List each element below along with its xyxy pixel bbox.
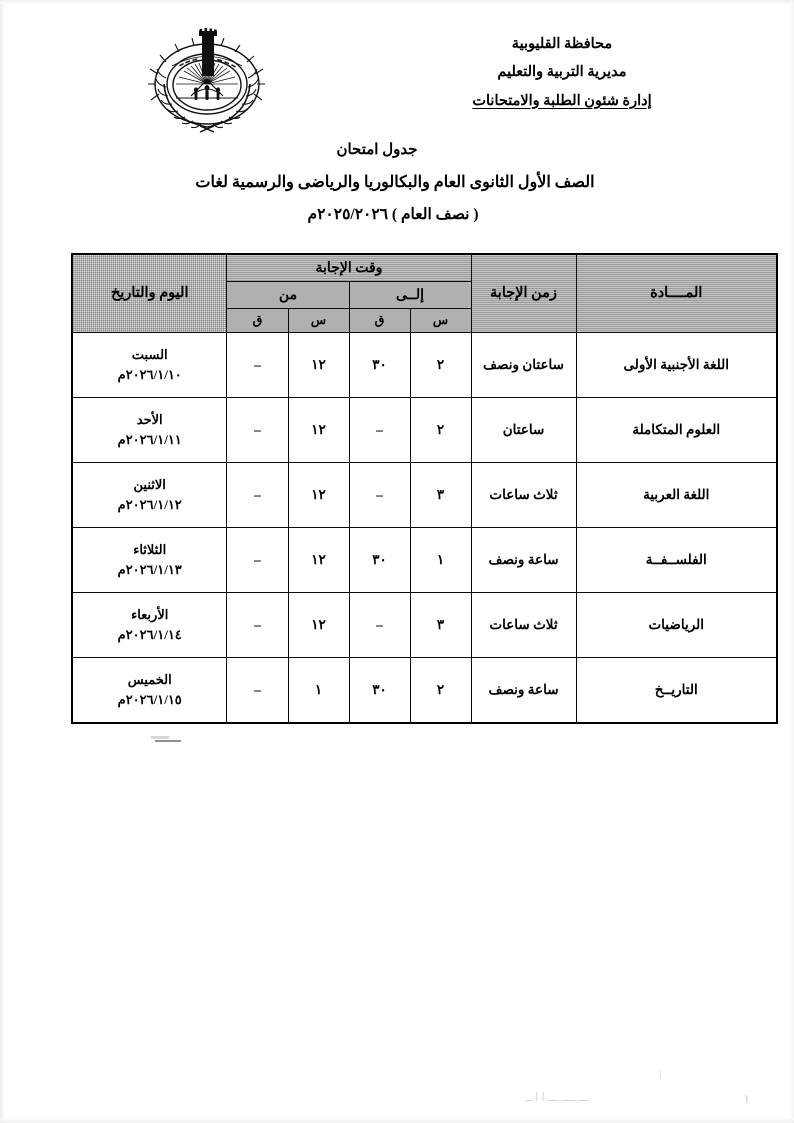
cell-from-minutes: – — [227, 463, 288, 528]
cell-to-hours: ٢ — [410, 333, 471, 398]
cell-from-hours: ١٢ — [288, 398, 349, 463]
cell-subject: العلوم المتكاملة — [576, 398, 777, 463]
cell-subject: الفلســفــة — [576, 528, 777, 593]
cell-duration: ثلاث ساعات — [471, 463, 576, 528]
cell-to-hours: ٣ — [410, 593, 471, 658]
header-time-from: من — [227, 282, 349, 309]
page-title: جدول امتحان — [336, 142, 418, 158]
cell-from-hours: ١٢ — [288, 333, 349, 398]
cell-from-hours: ١٢ — [288, 463, 349, 528]
header-subject: المــــادة — [576, 254, 777, 333]
header-duration: زمن الإجابة — [471, 254, 576, 333]
cell-day-date — [72, 528, 227, 593]
org-line-governorate: محافظة القليوبية — [511, 36, 613, 52]
cell-to-minutes: – — [349, 398, 410, 463]
header-day-date: اليوم والتاريخ — [72, 254, 227, 333]
table-row — [72, 333, 777, 398]
page-subtitle: الصف الأول الثانوى العام والبكالوريا والرياضى والرسمية لغات — [195, 174, 595, 191]
footer-tick-mark — [660, 1070, 661, 1079]
cell-from-minutes: – — [227, 593, 288, 658]
cell-from-minutes: – — [227, 658, 288, 724]
cell-date: ٢٠٢٦/١/١٠م — [117, 367, 182, 382]
cell-day-date — [72, 333, 227, 398]
governorate-emblem-icon — [146, 22, 268, 134]
title-block — [0, 140, 794, 224]
cell-to-hours: ٢ — [410, 658, 471, 724]
header-to-minutes: ق — [349, 309, 410, 333]
organization-header — [352, 30, 772, 115]
header-from-minutes: ق — [227, 309, 288, 333]
cell-day-date — [72, 398, 227, 463]
cell-day: الاثنين — [133, 476, 166, 492]
table-row — [72, 658, 777, 724]
cell-duration: ثلاث ساعات — [471, 593, 576, 658]
cell-day: الخميس — [127, 671, 172, 687]
table-row — [72, 528, 777, 593]
table-row — [72, 593, 777, 658]
cell-subject: الرياضيات — [576, 593, 777, 658]
header-row-top — [72, 254, 777, 282]
cell-subject: التاريــخ — [576, 658, 777, 724]
cell-to-hours: ٢ — [410, 398, 471, 463]
cell-date: ٢٠٢٦/١/١٣م — [117, 562, 182, 577]
term-label: ( نصف العام ) ٢٠٢٥/٢٠٢٦م — [307, 206, 479, 223]
cell-day-date — [72, 463, 227, 528]
cell-day-date — [72, 593, 227, 658]
header-answer-time: وقت الإجابة — [227, 254, 471, 282]
header-to-hours: س — [410, 309, 471, 333]
cell-subject: اللغة الأجنبية الأولى — [576, 333, 777, 398]
table-row — [72, 398, 777, 463]
footer-page-number: ١ — [743, 1092, 750, 1106]
cell-day: الأربعاء — [131, 606, 169, 622]
cell-date: ٢٠٢٦/١/١١م — [117, 432, 182, 447]
header-from-hours: س — [288, 309, 349, 333]
cell-duration: ساعتان ونصف — [471, 333, 576, 398]
cell-date: ٢٠٢٦/١/١٤م — [117, 627, 182, 642]
stray-scan-mark — [155, 740, 181, 742]
cell-day: الأحد — [136, 411, 163, 427]
cell-from-hours: ١٢ — [288, 593, 349, 658]
cell-date: ٢٠٢٦/١/١٥م — [117, 692, 182, 707]
cell-from-hours: ١٢ — [288, 528, 349, 593]
cell-to-hours: ١ — [410, 528, 471, 593]
exam-schedule-table — [71, 253, 778, 724]
header-time-to: إلــى — [349, 282, 471, 309]
cell-to-hours: ٣ — [410, 463, 471, 528]
cell-to-minutes: – — [349, 593, 410, 658]
table-head — [72, 254, 777, 333]
org-line-department: إدارة شئون الطلبة والامتحانات — [472, 92, 652, 109]
scan-edge-top — [0, 0, 794, 4]
cell-to-minutes: ٣٠ — [349, 333, 410, 398]
cell-from-hours: ١ — [288, 658, 349, 724]
cell-to-minutes: ٣٠ — [349, 528, 410, 593]
scan-edge-bottom — [0, 1118, 794, 1123]
org-line-directorate: مديرية التربية والتعليم — [497, 64, 627, 81]
schedule-table-wrapper — [73, 253, 778, 724]
footer-ghost-text: ـــ ــــ ـــ ا ا ــ — [525, 1090, 589, 1104]
table-body — [72, 333, 777, 724]
cell-from-minutes: – — [227, 398, 288, 463]
cell-day: الثلاثاء — [133, 541, 167, 557]
cell-day-date — [72, 658, 227, 724]
cell-from-minutes: – — [227, 333, 288, 398]
cell-duration: ساعة ونصف — [471, 658, 576, 724]
cell-subject: اللغة العربية — [576, 463, 777, 528]
cell-from-minutes: – — [227, 528, 288, 593]
cell-duration: ساعتان — [471, 398, 576, 463]
cell-duration: ساعة ونصف — [471, 528, 576, 593]
cell-date: ٢٠٢٦/١/١٢م — [117, 497, 182, 512]
cell-to-minutes: – — [349, 463, 410, 528]
table-row — [72, 463, 777, 528]
cell-day: السبت — [131, 346, 168, 362]
cell-to-minutes: ٣٠ — [349, 658, 410, 724]
